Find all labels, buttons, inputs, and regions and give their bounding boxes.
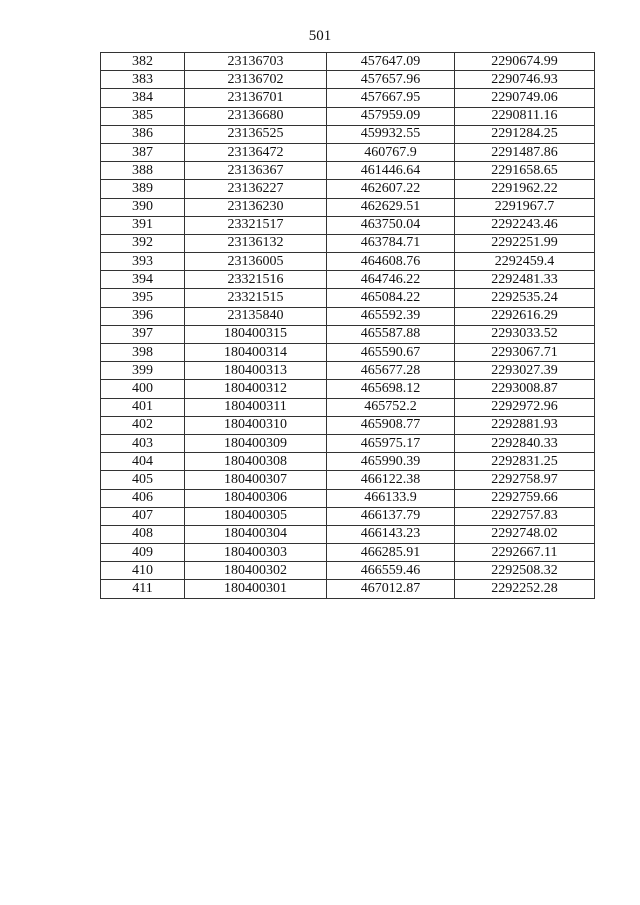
- row-index-cell: 394: [101, 271, 185, 289]
- y-coordinate-cell: 2290811.16: [455, 107, 595, 125]
- table-row: [101, 507, 595, 525]
- y-coordinate-cell: 2291658.65: [455, 162, 595, 180]
- x-coordinate-cell: 457959.09: [327, 107, 455, 125]
- row-index-cell: 391: [101, 216, 185, 234]
- point-id-cell: 180400302: [185, 562, 327, 580]
- table-row: [101, 198, 595, 216]
- x-coordinate-cell: 465908.77: [327, 416, 455, 434]
- y-coordinate-cell: 2292758.97: [455, 471, 595, 489]
- x-coordinate-cell: 465677.28: [327, 362, 455, 380]
- y-coordinate-cell: 2292616.29: [455, 307, 595, 325]
- y-coordinate-cell: 2292972.96: [455, 398, 595, 416]
- point-id-cell: 23321515: [185, 289, 327, 307]
- y-coordinate-cell: 2291284.25: [455, 125, 595, 143]
- point-id-cell: 180400307: [185, 471, 327, 489]
- y-coordinate-cell: 2292759.66: [455, 489, 595, 507]
- x-coordinate-cell: 466122.38: [327, 471, 455, 489]
- table-row: [101, 471, 595, 489]
- x-coordinate-cell: 457657.96: [327, 71, 455, 89]
- y-coordinate-cell: 2292748.02: [455, 525, 595, 543]
- row-index-cell: 410: [101, 562, 185, 580]
- point-id-cell: 180400305: [185, 507, 327, 525]
- y-coordinate-cell: 2290746.93: [455, 71, 595, 89]
- table-row: [101, 107, 595, 125]
- x-coordinate-cell: 465592.39: [327, 307, 455, 325]
- x-coordinate-cell: 465698.12: [327, 380, 455, 398]
- table-row: [101, 271, 595, 289]
- table-row: [101, 162, 595, 180]
- row-index-cell: 382: [101, 53, 185, 71]
- y-coordinate-cell: 2290749.06: [455, 89, 595, 107]
- point-id-cell: 180400315: [185, 325, 327, 343]
- y-coordinate-cell: 2292535.24: [455, 289, 595, 307]
- y-coordinate-cell: 2292459.4: [455, 253, 595, 271]
- point-id-cell: 23136227: [185, 180, 327, 198]
- y-coordinate-cell: 2293033.52: [455, 325, 595, 343]
- point-id-cell: 23136702: [185, 71, 327, 89]
- point-id-cell: 180400301: [185, 580, 327, 598]
- x-coordinate-cell: 457667.95: [327, 89, 455, 107]
- table-row: [101, 362, 595, 380]
- row-index-cell: 402: [101, 416, 185, 434]
- y-coordinate-cell: 2293008.87: [455, 380, 595, 398]
- x-coordinate-cell: 462629.51: [327, 198, 455, 216]
- y-coordinate-cell: 2292481.33: [455, 271, 595, 289]
- y-coordinate-cell: 2291967.7: [455, 198, 595, 216]
- table-row: [101, 398, 595, 416]
- x-coordinate-cell: 457647.09: [327, 53, 455, 71]
- y-coordinate-cell: 2293067.71: [455, 344, 595, 362]
- table-row: [101, 544, 595, 562]
- row-index-cell: 408: [101, 525, 185, 543]
- table-row: [101, 344, 595, 362]
- x-coordinate-cell: 466133.9: [327, 489, 455, 507]
- row-index-cell: 393: [101, 253, 185, 271]
- row-index-cell: 388: [101, 162, 185, 180]
- point-id-cell: 180400304: [185, 525, 327, 543]
- row-index-cell: 389: [101, 180, 185, 198]
- y-coordinate-cell: 2290674.99: [455, 53, 595, 71]
- x-coordinate-cell: 462607.22: [327, 180, 455, 198]
- y-coordinate-cell: 2292508.32: [455, 562, 595, 580]
- point-id-cell: 180400313: [185, 362, 327, 380]
- x-coordinate-cell: 465990.39: [327, 453, 455, 471]
- y-coordinate-cell: 2292831.25: [455, 453, 595, 471]
- point-id-cell: 23136230: [185, 198, 327, 216]
- table-row: [101, 289, 595, 307]
- y-coordinate-cell: 2292243.46: [455, 216, 595, 234]
- table-row: [101, 71, 595, 89]
- row-index-cell: 387: [101, 143, 185, 161]
- table-row: [101, 525, 595, 543]
- x-coordinate-cell: 466285.91: [327, 544, 455, 562]
- point-id-cell: 180400306: [185, 489, 327, 507]
- row-index-cell: 383: [101, 71, 185, 89]
- point-id-cell: 23136680: [185, 107, 327, 125]
- y-coordinate-cell: 2292667.11: [455, 544, 595, 562]
- point-id-cell: 23136132: [185, 234, 327, 252]
- table-row: [101, 253, 595, 271]
- point-id-cell: 23136703: [185, 53, 327, 71]
- table-row: [101, 325, 595, 343]
- table-body: [101, 53, 595, 599]
- x-coordinate-cell: 466559.46: [327, 562, 455, 580]
- point-id-cell: 180400311: [185, 398, 327, 416]
- point-id-cell: 23136472: [185, 143, 327, 161]
- x-coordinate-cell: 467012.87: [327, 580, 455, 598]
- x-coordinate-cell: 465084.22: [327, 289, 455, 307]
- table-row: [101, 125, 595, 143]
- x-coordinate-cell: 461446.64: [327, 162, 455, 180]
- x-coordinate-cell: 465975.17: [327, 434, 455, 452]
- y-coordinate-cell: 2291962.22: [455, 180, 595, 198]
- row-index-cell: 403: [101, 434, 185, 452]
- row-index-cell: 397: [101, 325, 185, 343]
- y-coordinate-cell: 2292881.93: [455, 416, 595, 434]
- x-coordinate-cell: 463750.04: [327, 216, 455, 234]
- x-coordinate-cell: 464746.22: [327, 271, 455, 289]
- point-id-cell: 180400308: [185, 453, 327, 471]
- point-id-cell: 23136005: [185, 253, 327, 271]
- y-coordinate-cell: 2292840.33: [455, 434, 595, 452]
- table-row: [101, 489, 595, 507]
- x-coordinate-cell: 466143.23: [327, 525, 455, 543]
- table-row: [101, 216, 595, 234]
- row-index-cell: 396: [101, 307, 185, 325]
- point-id-cell: 180400309: [185, 434, 327, 452]
- x-coordinate-cell: 465590.67: [327, 344, 455, 362]
- table-row: [101, 434, 595, 452]
- table-row: [101, 53, 595, 71]
- point-id-cell: 23321517: [185, 216, 327, 234]
- x-coordinate-cell: 460767.9: [327, 143, 455, 161]
- page-number: 501: [308, 28, 332, 44]
- y-coordinate-cell: 2292252.28: [455, 580, 595, 598]
- row-index-cell: 411: [101, 580, 185, 598]
- table-row: [101, 180, 595, 198]
- y-coordinate-cell: 2293027.39: [455, 362, 595, 380]
- x-coordinate-cell: 464608.76: [327, 253, 455, 271]
- row-index-cell: 400: [101, 380, 185, 398]
- x-coordinate-cell: 465752.2: [327, 398, 455, 416]
- point-id-cell: 180400314: [185, 344, 327, 362]
- x-coordinate-cell: 459932.55: [327, 125, 455, 143]
- point-id-cell: 23135840: [185, 307, 327, 325]
- row-index-cell: 386: [101, 125, 185, 143]
- row-index-cell: 395: [101, 289, 185, 307]
- row-index-cell: 399: [101, 362, 185, 380]
- row-index-cell: 407: [101, 507, 185, 525]
- y-coordinate-cell: 2291487.86: [455, 143, 595, 161]
- row-index-cell: 404: [101, 453, 185, 471]
- table-row: [101, 307, 595, 325]
- row-index-cell: 384: [101, 89, 185, 107]
- x-coordinate-cell: 466137.79: [327, 507, 455, 525]
- point-id-cell: 180400303: [185, 544, 327, 562]
- y-coordinate-cell: 2292757.83: [455, 507, 595, 525]
- coordinates-table: [100, 52, 595, 599]
- x-coordinate-cell: 463784.71: [327, 234, 455, 252]
- x-coordinate-cell: 465587.88: [327, 325, 455, 343]
- table-row: [101, 562, 595, 580]
- point-id-cell: 23136525: [185, 125, 327, 143]
- point-id-cell: 180400310: [185, 416, 327, 434]
- point-id-cell: 180400312: [185, 380, 327, 398]
- table-row: [101, 580, 595, 598]
- table-row: [101, 234, 595, 252]
- row-index-cell: 392: [101, 234, 185, 252]
- row-index-cell: 409: [101, 544, 185, 562]
- table-row: [101, 143, 595, 161]
- table-row: [101, 380, 595, 398]
- row-index-cell: 406: [101, 489, 185, 507]
- row-index-cell: 401: [101, 398, 185, 416]
- row-index-cell: 398: [101, 344, 185, 362]
- row-index-cell: 385: [101, 107, 185, 125]
- y-coordinate-cell: 2292251.99: [455, 234, 595, 252]
- point-id-cell: 23136367: [185, 162, 327, 180]
- table-row: [101, 89, 595, 107]
- point-id-cell: 23136701: [185, 89, 327, 107]
- row-index-cell: 390: [101, 198, 185, 216]
- point-id-cell: 23321516: [185, 271, 327, 289]
- table-row: [101, 453, 595, 471]
- table-row: [101, 416, 595, 434]
- row-index-cell: 405: [101, 471, 185, 489]
